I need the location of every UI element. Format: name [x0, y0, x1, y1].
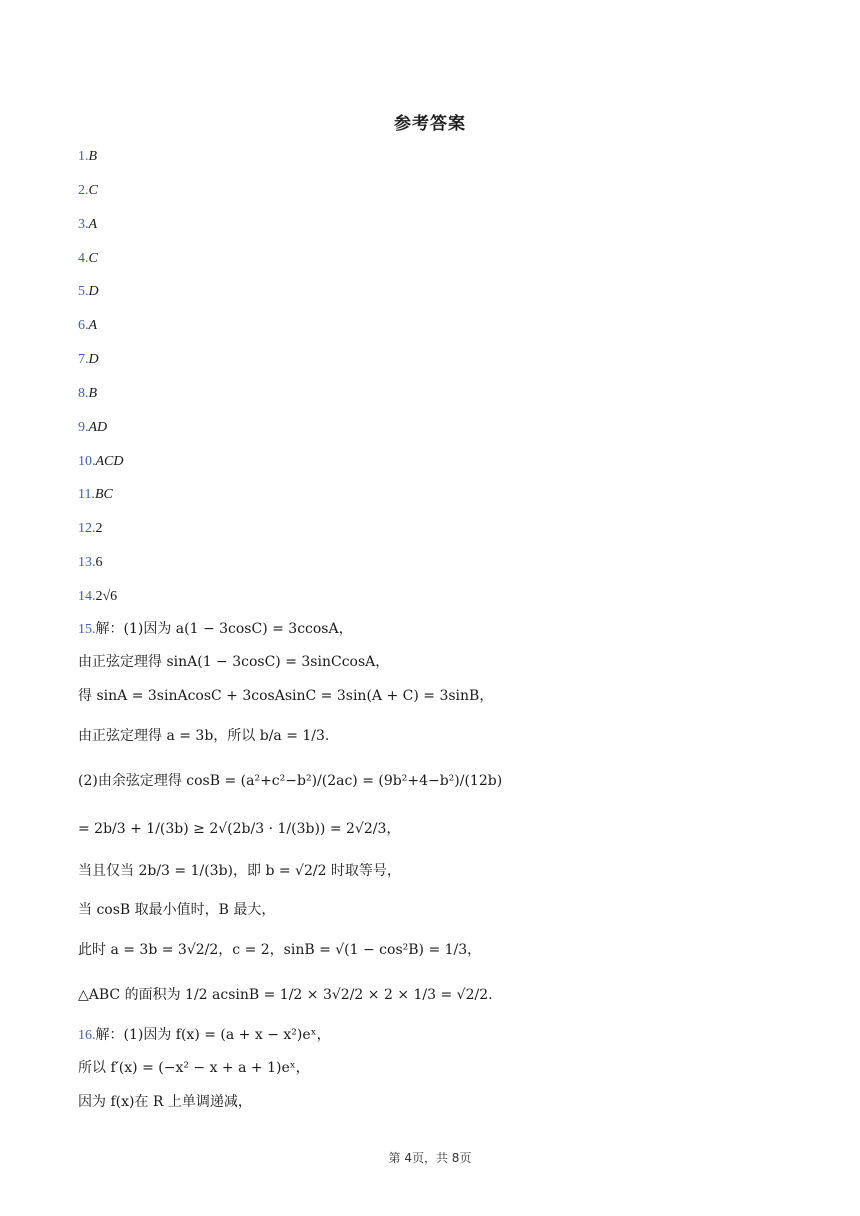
answer-value: 2 [95, 521, 103, 536]
answer-value: ACD [95, 454, 124, 469]
solution-line: 由正弦定理得 sinA(1 − 3cosC) = 3sinCcosA， [78, 654, 390, 670]
answer-value: A [88, 217, 98, 232]
solution-line: 所以 f′(x) = (−x² − x + a + 1)eˣ， [78, 1060, 310, 1076]
answer-value: D [88, 352, 99, 367]
solution-line: 得 sinA = 3sinAcosC + 3cosAsinC = 3sin(A + C) = 3sinB， [78, 688, 494, 704]
answer-number: 3. [78, 217, 89, 232]
answer-value: 2√6 [95, 589, 118, 604]
solution-line: △ABC 的面积为 1/2 acsinB = 1/2 × 3√2/2 × 2 × 1/3 = √2/2. [78, 987, 493, 1003]
answer-item [78, 484, 113, 504]
answer-item [78, 552, 103, 572]
answer-number: 12. [78, 521, 96, 536]
answer-value: B [88, 386, 98, 401]
answer-number: 10. [78, 454, 96, 469]
answer-number: 8. [78, 386, 89, 401]
solution-line: 此时 a = 3b = 3√2/2，c = 2，sinB = √(1 − cos²B) = 1/3， [78, 942, 482, 958]
answer-item [78, 518, 103, 538]
answer-item [78, 586, 117, 606]
answer-item [78, 146, 97, 166]
answer-item [78, 451, 124, 471]
solution-line: (2)由余弦定理得 cosB = (a²+c²−b²)/(2ac) = (9b²+4−b²)/(12b) [78, 773, 503, 789]
answer-number: 5. [78, 284, 89, 299]
answer-item [78, 315, 97, 335]
solution-line [78, 1024, 331, 1046]
answer-number: 14. [78, 589, 96, 604]
answer-value: 6 [95, 555, 103, 570]
answer-item [78, 417, 107, 437]
answer-item [78, 248, 98, 268]
page-title: 参考答案 [394, 114, 466, 134]
answer-number: 13. [78, 555, 96, 570]
answer-value: AD [88, 420, 108, 435]
answer-item [78, 214, 97, 234]
question-number: 15. [78, 622, 96, 637]
answer-number: 4. [78, 251, 89, 266]
answer-item [78, 349, 99, 369]
answer-item [78, 281, 99, 301]
solution-text: 解：(1)因为 a(1 − 3cosC) = 3ccosA， [95, 621, 353, 637]
solution-line: 当 cosB 取最小值时，B 最大， [78, 902, 276, 918]
answer-value: C [88, 183, 98, 198]
answer-value: A [88, 318, 98, 333]
solution-line [78, 618, 353, 640]
answer-number: 6. [78, 318, 89, 333]
answer-item [78, 383, 97, 403]
answer-item [78, 180, 98, 200]
question-number: 16. [78, 1028, 96, 1043]
answer-number: 1. [78, 149, 89, 164]
answer-value: B [88, 149, 98, 164]
answer-value: BC [94, 487, 113, 502]
answer-number: 7. [78, 352, 89, 367]
solution-line: = 2b/3 + 1/(3b) ≥ 2√(2b/3 · 1/(3b)) = 2√2/3， [78, 821, 401, 837]
answer-value: D [88, 284, 99, 299]
solution-text: 解：(1)因为 f(x) = (a + x − x²)eˣ， [95, 1027, 331, 1043]
solution-line: 当且仅当 2b/3 = 1/(3b)，即 b = √2/2 时取等号， [78, 863, 401, 879]
answer-number: 11. [78, 487, 95, 502]
solution-line: 因为 f(x)在 R 上单调递减， [78, 1094, 252, 1110]
solution-line: 由正弦定理得 a = 3b，所以 b/a = 1/3. [78, 728, 330, 744]
answer-number: 9. [78, 420, 89, 435]
answer-value: C [88, 251, 98, 266]
page-footer: 第 4页，共 8页 [388, 1151, 472, 1165]
answer-number: 2. [78, 183, 89, 198]
